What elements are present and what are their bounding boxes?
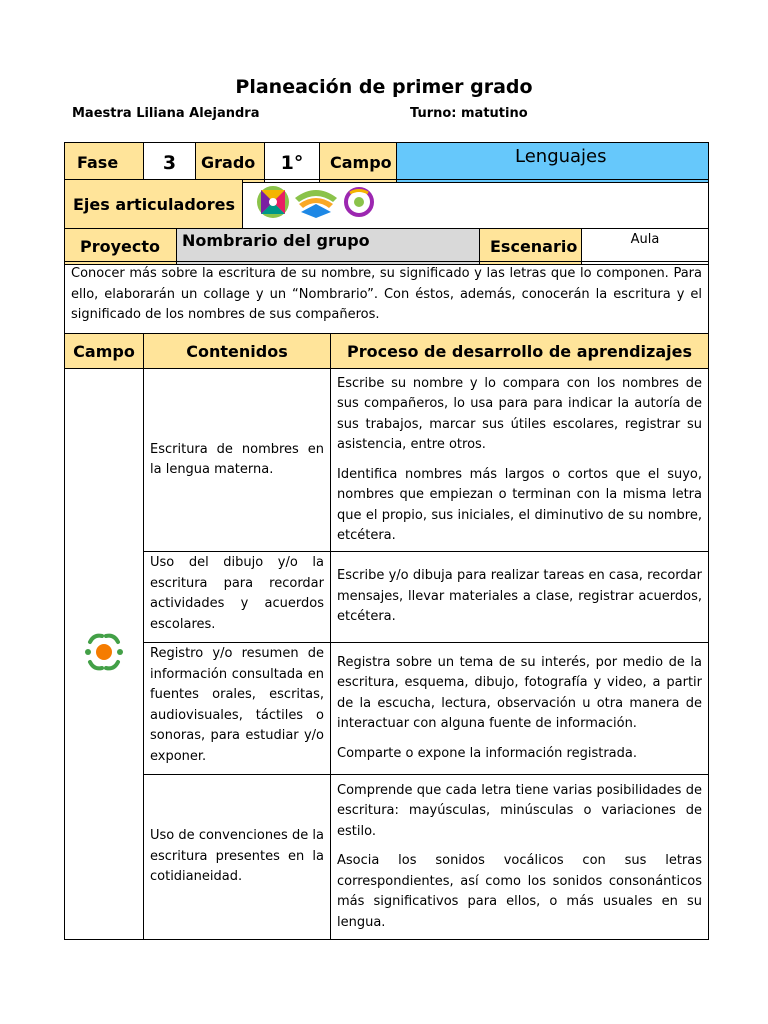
project-description: Conocer más sobre la escritura de su nombre, su significado y las letras que lo componen. Para ello, elaborarán un collage y un “Nombrario”. Con éstos, además, conocerán la escritura y el significado de los nombres de sus compañeros. <box>71 266 702 322</box>
inclusion-icon <box>255 184 291 224</box>
ejes-icons-cell <box>243 180 709 229</box>
table-row <box>65 775 709 940</box>
interculturalidad-icon <box>293 184 339 224</box>
turno-label: Turno: matutino <box>410 106 528 121</box>
contenido-text: Registro y/o resumen de información consultada en fuentes orales, escritas, audiovisuales, táctiles o sonoras, para estudiar y/o exponer. <box>150 646 324 764</box>
fase-value: 3 <box>144 143 196 183</box>
contenido-text: Escritura de nombres en la lengua materna. <box>150 441 324 477</box>
project-description-row <box>64 261 709 335</box>
proyecto-value: Nombrario del grupo <box>177 229 480 265</box>
grado-label: Grado <box>196 143 265 183</box>
proceso-text: Escribe y/o dibuja para realizar tareas en casa, recordar mensajes, llevar materiales a clase, registrar acuerdos, etcétera. <box>337 568 702 625</box>
grado-value: 1° <box>265 143 320 183</box>
escenario-value: Aula <box>582 229 709 265</box>
table-row <box>65 552 709 643</box>
vida-saludable-icon <box>341 184 377 224</box>
proceso-text: Comparte o expone la información registrada. <box>337 745 637 761</box>
col-header-campo: Campo <box>65 334 144 369</box>
escenario-label: Escenario <box>480 229 582 265</box>
proceso-text: Registra sobre un tema de su interés, por medio de la escritura, esquema, dibujo, fotografía y video, a partir de la escucha, lectura, observación u otra manera de interactuar con alguna fuente de información. <box>337 654 702 732</box>
lenguajes-icon <box>80 661 128 680</box>
page-title: Planeación de primer grado <box>235 76 533 98</box>
table-row <box>65 643 709 775</box>
learning-table <box>64 333 709 940</box>
proceso-text: Comprende que cada letra tiene varias posibilidades de escritura: mayúsculas, minúsculas o variaciones de estilo. <box>337 782 702 839</box>
col-header-contenidos: Contenidos <box>144 334 331 369</box>
proceso-text: Identifica nombres más largos o cortos que el suyo, nombres que empiezan o terminan con la misma letra que el propio, sus iniciales, el diminutivo de su nombre, etcétera. <box>337 466 702 543</box>
proceso-text: Escribe su nombre y lo compara con los nombres de sus compañeros, lo usa para para indicar la autoría de sus trabajos, marcar sus útiles escolares, registrar su asistencia, entre otros. <box>337 375 702 452</box>
proyecto-label: Proyecto <box>65 229 177 265</box>
teacher-name: Maestra Liliana Alejandra <box>72 106 260 121</box>
proceso-text: Asocia los sonidos vocálicos con sus letras correspondientes, así como los sonidos consonánticos más significativos para ellos, o más usuales en su lengua. <box>337 853 702 930</box>
contenido-text: Uso del dibujo y/o la escritura para recordar actividades y acuerdos escolares. <box>150 555 324 632</box>
info-row-ejes <box>64 179 709 229</box>
info-row-proyecto <box>64 228 709 265</box>
campo-label: Campo <box>320 143 397 183</box>
col-header-proceso: Proceso de desarrollo de aprendizajes <box>331 334 709 369</box>
campo-value: Lenguajes <box>397 143 709 183</box>
contenido-text: Uso de convenciones de la escritura presentes en la cotidianeidad. <box>150 828 324 885</box>
campo-icon-cell <box>65 369 144 940</box>
table-row <box>65 369 709 552</box>
fase-label: Fase <box>65 143 144 183</box>
ejes-label: Ejes articuladores <box>65 180 243 229</box>
info-row-fase <box>64 142 709 183</box>
